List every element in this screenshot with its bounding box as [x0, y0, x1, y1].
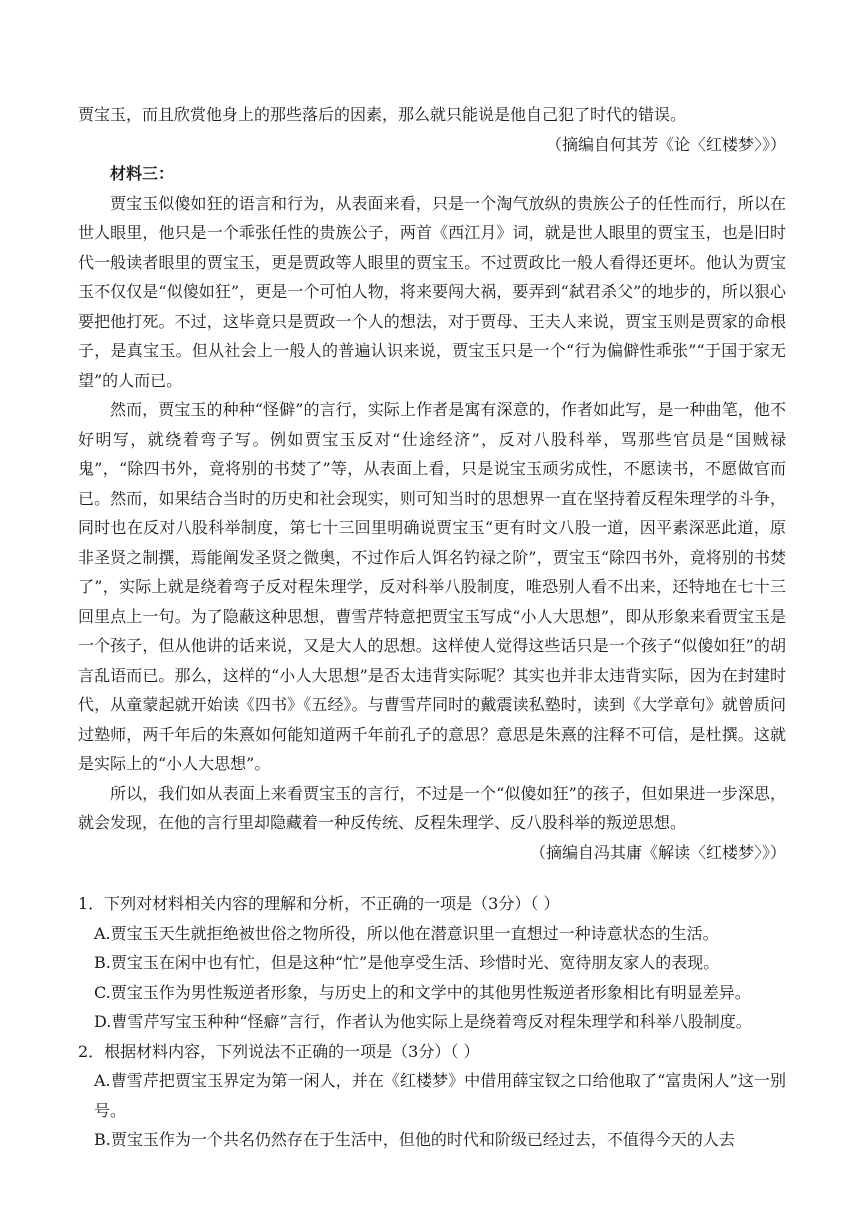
source-citation-3: （摘编自冯其庸《解读〈红楼梦〉》） — [529, 842, 786, 862]
document-page — [78, 100, 786, 1155]
question-2-option-a: A.曹雪芹把贾宝玉界定为第一闲人，并在《红楼梦》中借用薛宝钗之口给他取了“富贵闲人”这一别号。 — [94, 1071, 786, 1120]
source-citation-2: （摘编自何其芳《论〈红楼梦〉》） — [545, 134, 786, 154]
question-2: 2．根据材料内容，下列说法不正确的一项是（3分）（ ） — [78, 1041, 480, 1061]
material-three-label: 材料三： — [110, 164, 175, 183]
question-1-option-a: A.贾宝玉天生就拒绝被世俗之物所役，所以他在潜意识里一直想过一种诗意状态的生活。 — [94, 923, 719, 943]
question-1: 1．下列对材料相关内容的理解和分析，不正确的一项是（3分）（ ） — [78, 894, 560, 913]
material-three-paragraph-1: 贾宝玉似傻如狂的语言和行为，从表面来看，只是一个淘气放纵的贵族公子的任性而行，所以在世人眼里，他只是一个乖张任性的贵族公子，两首《西江月》词，就是世人眼里的贾宝玉，也是旧时代一般读者眼里的贾宝玉，更是贾政等人眼里的贾宝玉。不过贾政比一般人看得还更坏。他认为贾宝玉不仅仅是“似傻如狂”，更是一个可怕人物，将来要闯大祸，要弄到“弑君杀父”的地步的，所以狠心要把他打死。不过，这毕竟只是贾政一个人的想法，对于贾母、王夫人来说，贾宝玉则是贾家的命根子，是真宝玉。但从社会上一般人的普遍认识来说，贾宝玉只是一个“行为偏僻性乖张”“于国于家无望”的人而已。 — [78, 193, 786, 390]
continuation-paragraph: 贾宝玉，而且欣赏他身上的那些落后的因素，那么就只能说是他自己犯了时代的错误。 — [78, 105, 687, 124]
material-three-paragraph-2: 然而，贾宝玉的种种“怪僻”的言行，实际上作者是寓有深意的，作者如此写，是一种曲笔，他不好明写，就绕着弯子写。例如贾宝玉反对“仕途经济”，反对八股科举，骂那些官员是“国贼禄鬼”，“除四书外，竟将别的书焚了”等，从表面上看，只是说宝玉顽劣成性，不愿读书，不愿做官而已。然而，如果结合当时的历史和社会现实，则可知当时的思想界一直在坚持着反程朱理学的斗争，同时也在反对八股科举制度，第七十三回里明确说贾宝玉“更有时文八股一道，因平素深恶此道，原非圣贤之制撰，焉能阐发圣贤之微奥，不过作后人饵名钓禄之阶”，贾宝玉“除四书外，竟将别的书焚了”，实际上就是绕着弯子反对程朱理学，反对科举八股制度，唯恐别人看不出来，还特地在七十三回里点上一句。为了隐蔽这种思想，曹雪芹特意把贾宝玉写成“小人大思想”，即从形象来看贾宝玉是一个孩子，但从他讲的话来说，又是大人的思想。这样使人觉得这些话只是一个孩子“似傻如狂”的胡言乱语而已。那么，这样的“小人大思想”是否太违背实际呢？其实也并非太违背实际，因为在封建时代，从童蒙起就开始读《四书》《五经》。与曹雪芹同时的戴震读私塾时，读到《大学章句》就曾质问过塾师，两千年后的朱熹如何能知道两千年前孔子的意思？意思是朱熹的注释不可信，是杜撰。这就是实际上的“小人大思想”。 — [78, 400, 786, 773]
question-1-option-b: B.贾宝玉在闲中也有忙，但是这种“忙”是他享受生活、珍惜时光、宽待朋友家人的表现。 — [94, 953, 720, 972]
question-2-option-b: B.贾宝玉作为一个共名仍然存在于生活中，但他的时代和阶级已经过去，不值得今天的人去 — [94, 1130, 735, 1149]
material-three-paragraph-3: 所以，我们如从表面上来看贾宝玉的言行，不过是一个“似傻如狂”的孩子，但如果进一步深思，就会发现，在他的言行里却隐藏着一种反传统、反程朱理学、反八股科举的叛逆思想。 — [78, 783, 786, 832]
question-1-option-c: C.贾宝玉作为男性叛逆者形象，与历史上的和文学中的其他男性叛逆者形象相比有明显差异。 — [94, 982, 751, 1002]
question-1-option-d: D.曹雪芹写宝玉种种“怪癖”言行，作者认为他实际上是绕着弯反对程朱理学和科举八股制度。 — [94, 1012, 752, 1031]
